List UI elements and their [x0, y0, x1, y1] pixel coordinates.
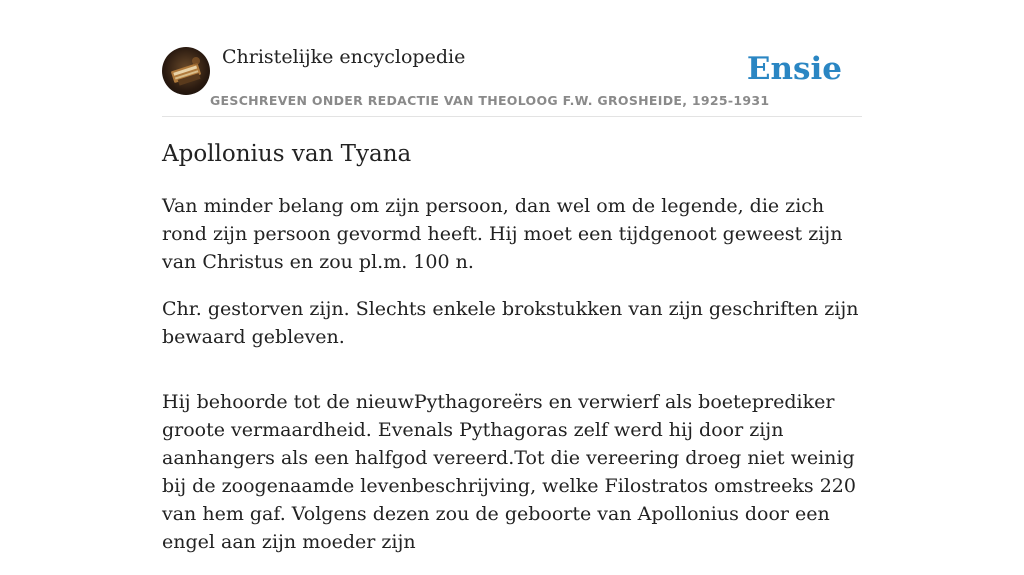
article-paragraph: Van minder belang om zijn persoon, dan wel om de legende, die zich rond zijn persoon gevormd heeft. Hij moet een tijdgenoot geweest zijn van Christus en zou pl.m. 100 n. — [162, 195, 843, 273]
article — [162, 138, 862, 575]
article-paragraph: Hij behoorde tot de nieuwPythagoreërs en verwierf als boeteprediker groote vermaardheid. Evenals Pythagoras zelf werd hij door zijn aanhangers als een halfgod vereerd.Tot die vereering droeg niet weinig bij de zoogenaamde levenbeschrijving, welke Filostratos omstreeks 220 van hem gaf. Volgens dezen zou de geboorte van Apollonius door een engel aan zijn moeder zijn — [162, 391, 856, 553]
site-header — [162, 44, 862, 117]
article-paragraph: Chr. gestorven zijn. Slechts enkele brokstukken van zijn geschriften zijn bewaard gebleven. — [162, 298, 859, 348]
site-title[interactable]: Christelijke encyclopedie — [222, 46, 466, 68]
brand-logo[interactable]: Ensie — [746, 51, 842, 87]
site-subtitle: GESCHREVEN ONDER REDACTIE VAN THEOLOOG F.W. GROSHEIDE, 1925-1931 — [210, 93, 770, 108]
article-title: Apollonius van Tyana — [162, 141, 412, 167]
book-icon — [162, 47, 210, 95]
